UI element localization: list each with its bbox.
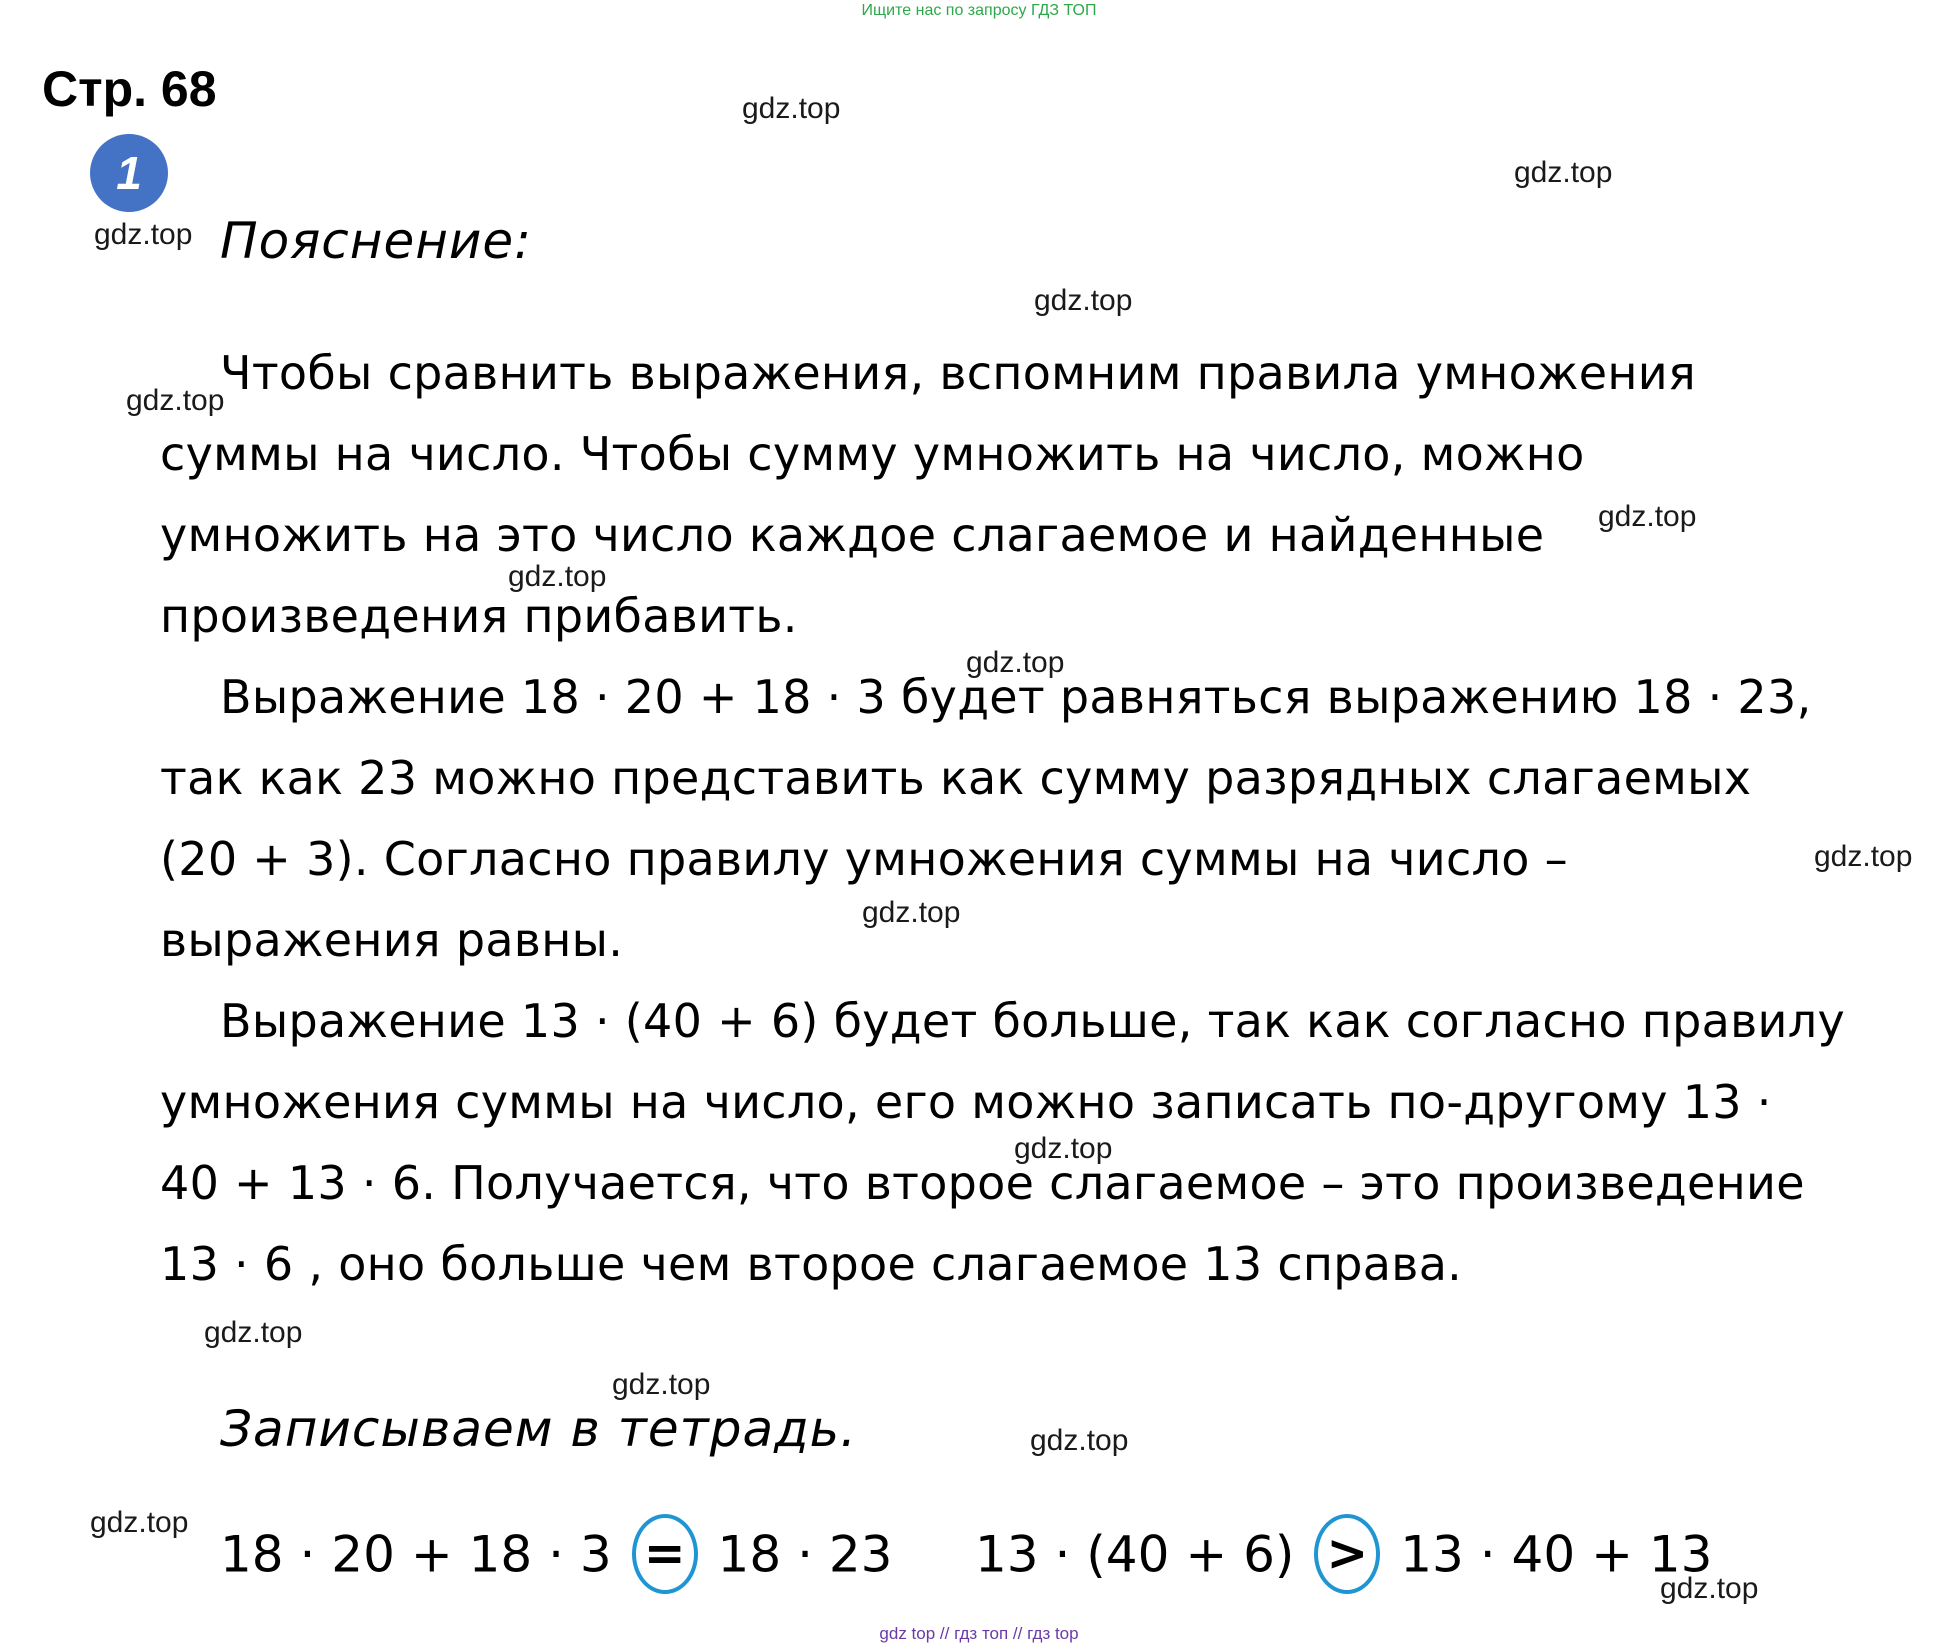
paragraph-line: Выражение 13 · (40 + 6) будет больше, так как согласно правилу: [220, 994, 1845, 1048]
paragraph-line: умножения суммы на число, его можно записать по-другому 13 ·: [160, 1075, 1772, 1129]
watermark: gdz.top: [204, 1316, 303, 1349]
paragraph-line: 40 + 13 · 6. Получается, что второе слагаемое – это произведение: [160, 1156, 1805, 1210]
comparison-1-left: 18 · 20 + 18 · 3: [220, 1525, 612, 1584]
paragraph-line: так как 23 можно представить как сумму разрядных слагаемых: [160, 751, 1752, 805]
comparison-1: [220, 1518, 892, 1598]
task-number-badge: [90, 134, 168, 212]
explanation-heading: Пояснение:: [220, 212, 533, 270]
paragraph-line: произведения прибавить.: [160, 589, 798, 643]
top-note: Ищите нас по запросу ГДЗ ТОП: [861, 2, 1097, 19]
paragraph-line: умножить на это число каждое слагаемое и найденные: [160, 508, 1545, 562]
watermark: gdz.top: [1514, 156, 1613, 189]
watermark: gdz.top: [1030, 1424, 1129, 1457]
watermark: gdz.top: [508, 560, 607, 593]
watermark: gdz.top: [862, 896, 961, 929]
paragraph-line: выражения равны.: [160, 913, 624, 967]
paragraph-line: 13 · 6 , оно больше чем второе слагаемое 13 справа.: [160, 1237, 1463, 1291]
comparison-1-sign: =: [632, 1514, 698, 1594]
comparison-2: [975, 1518, 1712, 1598]
task-number: 1: [116, 147, 142, 199]
footer: gdz top // гдз топ // гдз top: [879, 1624, 1079, 1643]
watermark: gdz.top: [1660, 1572, 1759, 1605]
watermark: gdz.top: [1014, 1132, 1113, 1165]
watermark: gdz.top: [612, 1368, 711, 1401]
watermark: gdz.top: [1814, 840, 1913, 873]
comparison-1-right: 18 · 23: [717, 1525, 893, 1584]
page-number: Стр. 68: [42, 61, 217, 117]
watermark: gdz.top: [966, 646, 1065, 679]
notebook-heading: Записываем в тетрадь.: [220, 1400, 858, 1458]
paragraph-line: (20 + 3). Согласно правилу умножения суммы на число –: [160, 832, 1568, 886]
watermark: gdz.top: [742, 92, 841, 125]
watermark: gdz.top: [94, 218, 193, 251]
watermark: gdz.top: [126, 384, 225, 417]
comparison-2-left: 13 · (40 + 6): [975, 1525, 1295, 1584]
comparison-2-right: 13 · 40 + 13: [1400, 1525, 1713, 1584]
watermark: gdz.top: [1034, 284, 1133, 317]
paragraph-line: суммы на число. Чтобы сумму умножить на число, можно: [160, 427, 1585, 481]
watermark: gdz.top: [90, 1506, 189, 1539]
watermark: gdz.top: [1598, 500, 1697, 533]
comparison-2-sign: >: [1314, 1514, 1380, 1594]
paragraph-line: Чтобы сравнить выражения, вспомним правила умножения: [220, 346, 1696, 400]
paragraph-line: Выражение 18 · 20 + 18 · 3 будет равняться выражению 18 · 23,: [220, 670, 1812, 724]
